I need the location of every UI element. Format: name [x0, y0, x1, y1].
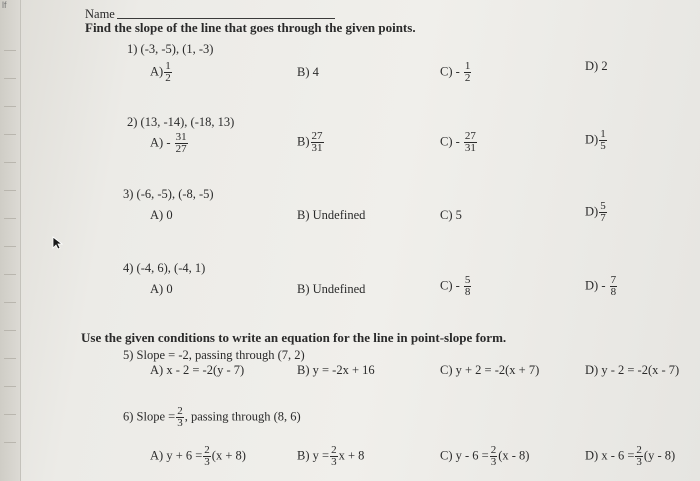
question-6: 6) Slope = $\frac{2}{3}$ , passing through (8, 6)	[123, 405, 301, 429]
q5-option-a[interactable]: A) x - 2 = -2(y - 7)	[150, 363, 245, 377]
q4-option-d[interactable]: D) - $\frac{7}{8}$	[585, 274, 617, 298]
q3-option-c[interactable]: C) 5	[440, 208, 462, 222]
question-2: 2) (13, -14), (-18, 13)	[127, 115, 235, 129]
q3-option-d[interactable]: D) $\frac{5}{7}$	[585, 200, 606, 224]
q3-option-b[interactable]: B) Undefined	[297, 208, 366, 222]
q1-option-d[interactable]: D) 2	[585, 59, 608, 73]
question-1: 1) (-3, -5), (1, -3)	[127, 42, 214, 56]
instruction-point-slope: Use the given conditions to write an equation for the line in point-slope form.	[81, 330, 507, 345]
q6-option-d[interactable]: D) x - 6 = $\frac{2}{3}$ (y - 8)	[585, 444, 676, 468]
q3-option-a[interactable]: A) 0	[150, 208, 173, 222]
corner-mark: lf	[2, 0, 7, 10]
q1-option-c[interactable]: C) - $\frac{1}{2}$	[440, 60, 471, 84]
q5-option-c[interactable]: C) y + 2 = -2(x + 7)	[440, 363, 540, 377]
q2-option-c[interactable]: C) - $\frac{27}{31}$	[440, 130, 476, 154]
q4-option-c[interactable]: C) - $\frac{5}{8}$	[440, 274, 471, 298]
instruction-slope: Find the slope of the line that goes through the given points.	[85, 20, 416, 35]
q2-option-d[interactable]: D) $\frac{1}{5}$	[585, 128, 606, 152]
mouse-cursor-icon	[52, 236, 64, 250]
q1-option-a[interactable]: A) $\frac{1}{2}$	[150, 60, 171, 84]
question-3: 3) (-6, -5), (-8, -5)	[123, 187, 214, 201]
q2-option-b[interactable]: B) $\frac{27}{31}$	[297, 130, 323, 154]
name-label: Name	[85, 7, 115, 21]
question-4: 4) (-4, 6), (-4, 1)	[123, 261, 206, 275]
q2-option-a[interactable]: A) - $\frac{31}{27}$	[150, 131, 187, 155]
q4-option-a[interactable]: A) 0	[150, 282, 173, 296]
q4-option-b[interactable]: B) Undefined	[297, 282, 366, 296]
binding-edge	[0, 0, 21, 481]
name-line	[117, 18, 335, 19]
q6-option-c[interactable]: C) y - 6 = $\frac{2}{3}$ (x - 8)	[440, 444, 530, 468]
q5-option-d[interactable]: D) y - 2 = -2(x - 7)	[585, 363, 680, 377]
q6-option-b[interactable]: B) y = $\frac{2}{3}$ x + 8	[297, 444, 365, 468]
q1-option-b[interactable]: B) 4	[297, 65, 319, 79]
question-5: 5) Slope = -2, passing through (7, 2)	[123, 348, 305, 362]
q6-option-a[interactable]: A) y + 6 = $\frac{2}{3}$ (x + 8)	[150, 444, 246, 468]
q5-option-b[interactable]: B) y = -2x + 16	[297, 363, 375, 377]
